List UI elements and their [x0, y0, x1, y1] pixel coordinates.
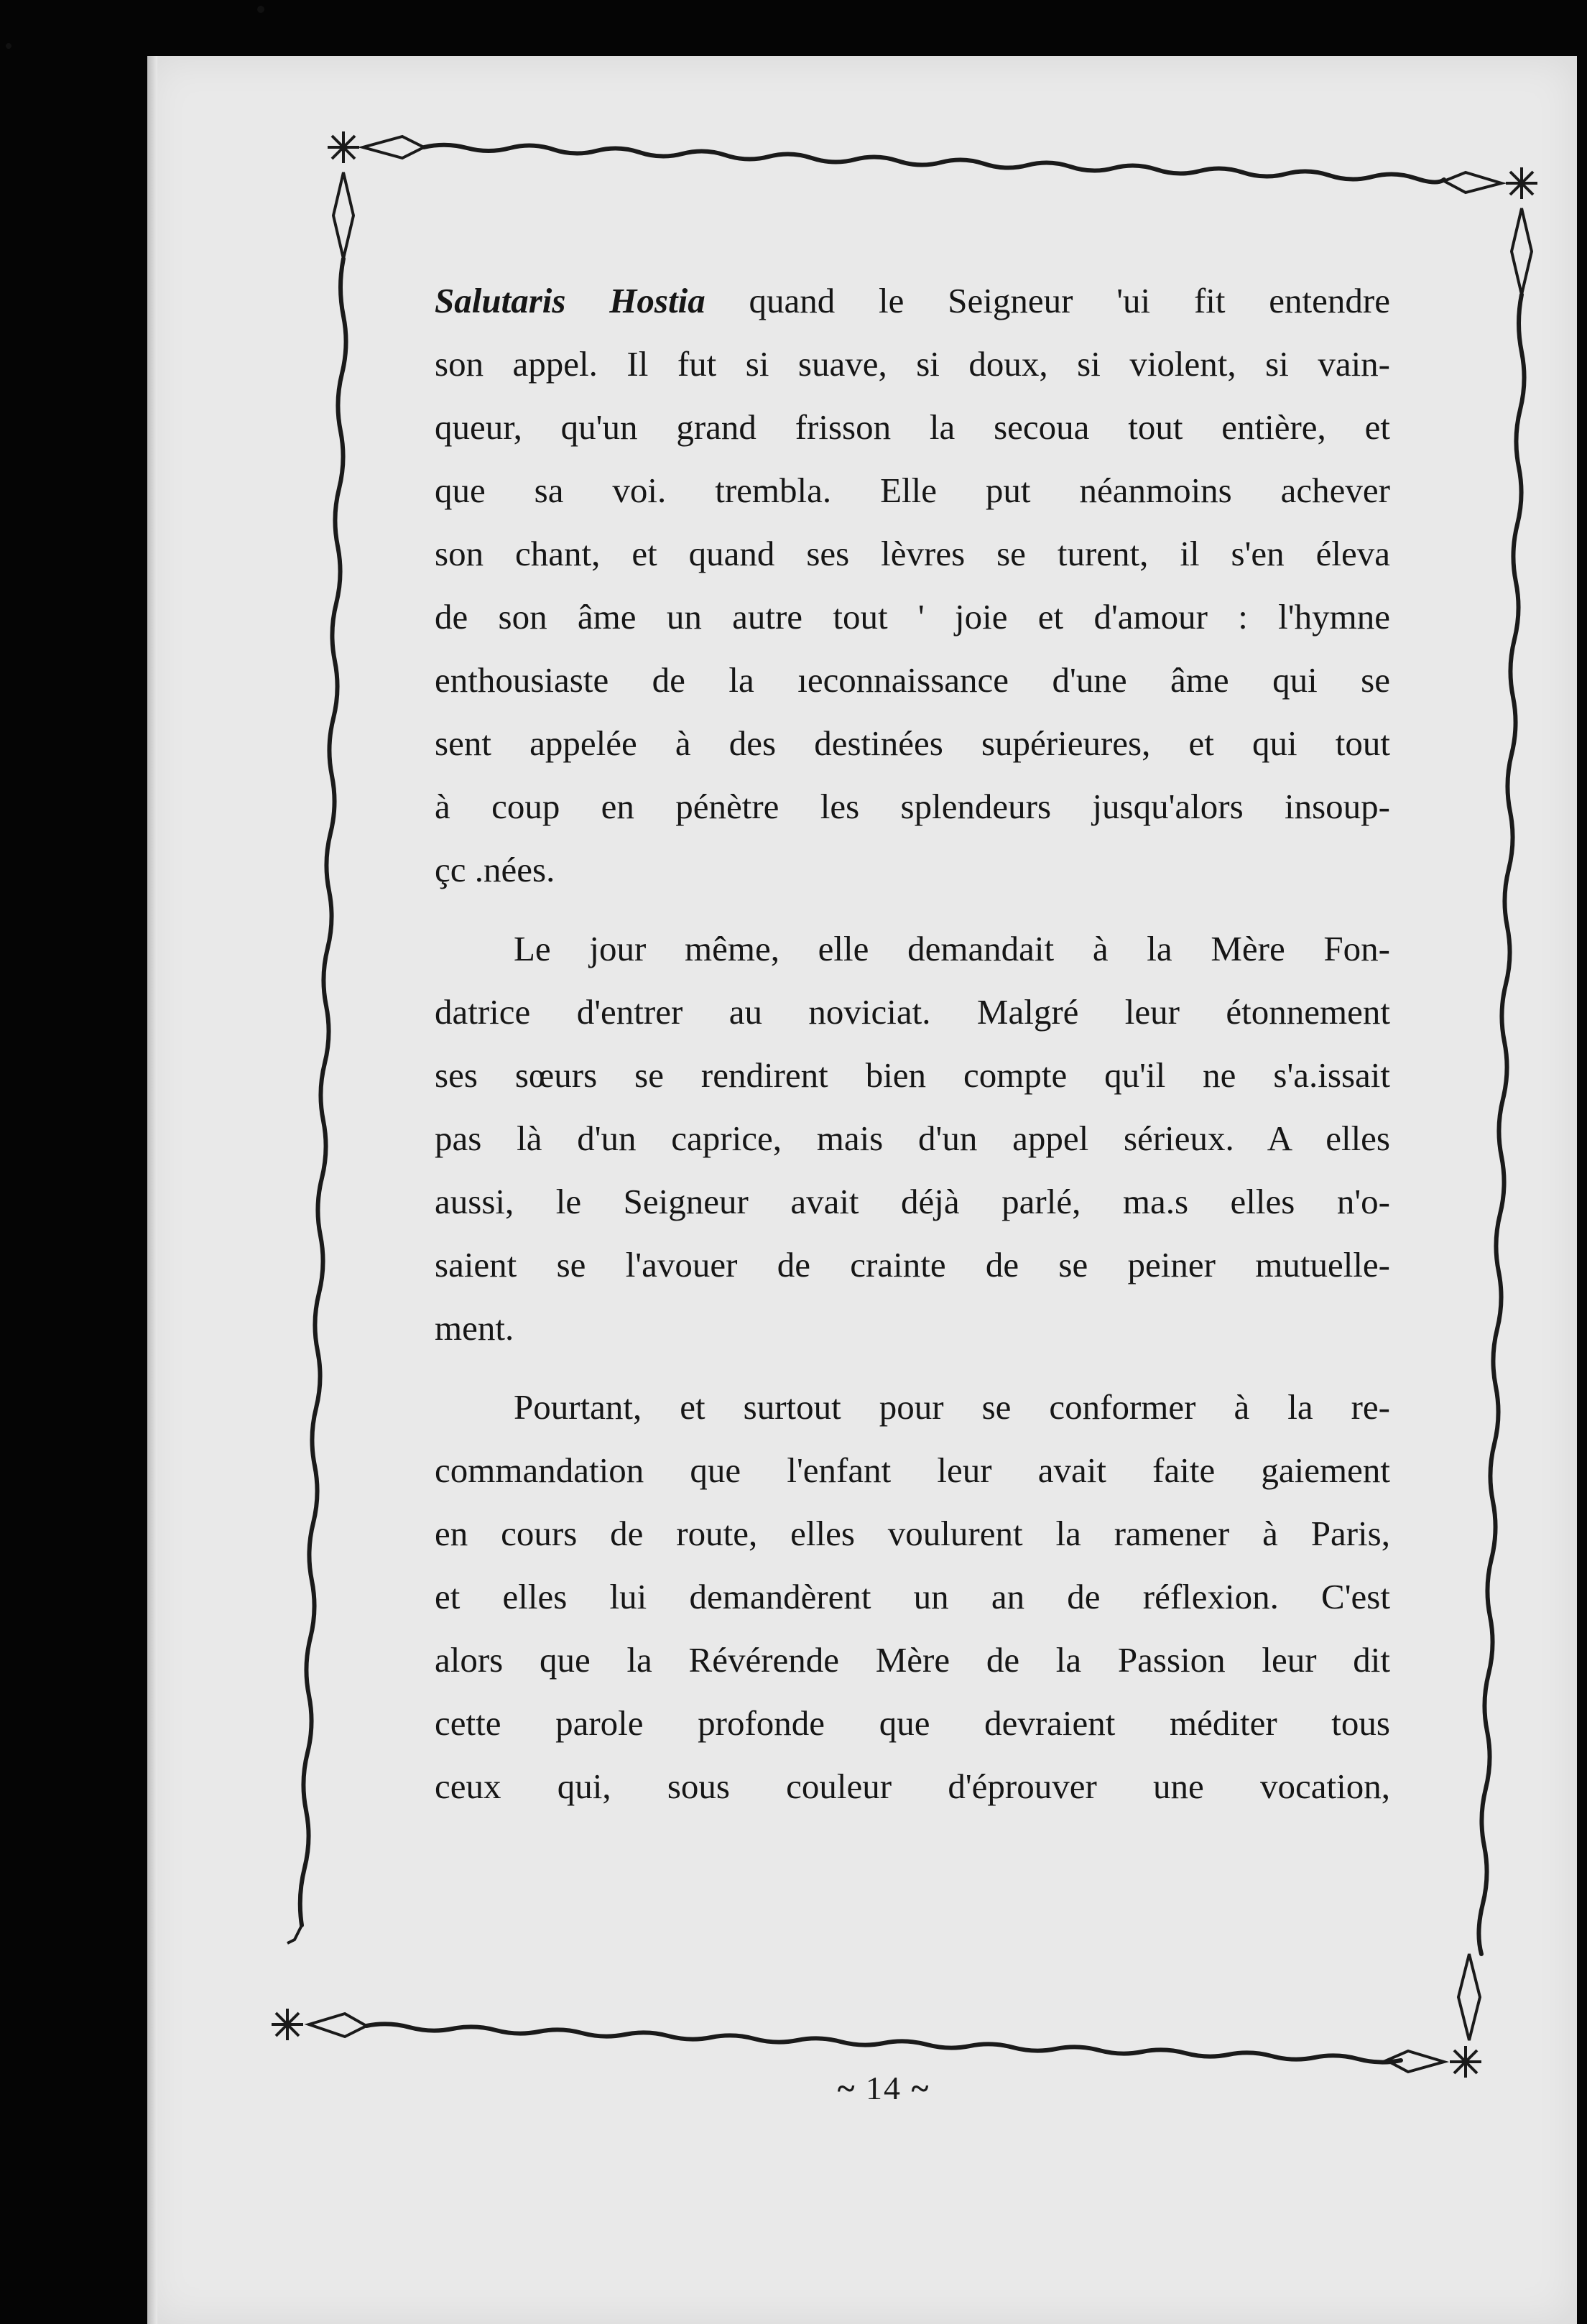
- page-number: [805, 2069, 963, 2107]
- text-line: de son âme un autre tout ' joie et d'amour : l'hymne: [435, 597, 1390, 636]
- corner-arrow-top-right: [1444, 172, 1502, 193]
- body-text: [435, 269, 1390, 1818]
- text-line: ceux qui, sous couleur d'éprouver une vocation,: [435, 1767, 1390, 1806]
- text-line: aussi, le Seigneur avait déjà parlé, ma.s elles n'o-: [435, 1182, 1390, 1221]
- text-line: cette parole profonde que devraient méditer tous: [435, 1703, 1390, 1743]
- text-line: pas là d'un caprice, mais d'un appel sérieux. A elles: [435, 1119, 1390, 1158]
- scan-speck: [257, 6, 264, 13]
- text-line: sent appelée à des destinées supérieures, et qui tout: [435, 723, 1390, 763]
- text-line: queur, qu'un grand frisson la secoua tout entière, et: [435, 407, 1390, 447]
- right-border-line: [1479, 295, 1524, 1954]
- corner-finial-top-right: [1512, 208, 1532, 295]
- left-border-line: [300, 259, 346, 1925]
- text-line: datrice d'entrer au noviciat. Malgré leur étonnement: [435, 992, 1390, 1032]
- text-line: en cours de route, elles voulurent la ramener à Paris,: [435, 1514, 1390, 1553]
- paragraph-2: [435, 917, 1390, 1360]
- text-line: son chant, et quand ses lèvres se turent, il s'en éleva: [435, 534, 1390, 573]
- corner-finial-bottom-right: [1458, 1954, 1480, 2040]
- corner-arrow-top-left: [363, 136, 424, 158]
- page-number-ornament-right: ~: [911, 2070, 930, 2106]
- text-line: [435, 269, 1390, 333]
- text-line: ment.: [435, 1308, 514, 1348]
- corner-star-top-left: [328, 131, 359, 163]
- page-number-ornament-left: ~: [837, 2070, 856, 2106]
- paragraph-1: [435, 269, 1390, 902]
- text-line: çc .nées.: [435, 850, 555, 889]
- corner-star-bottom-left: [272, 2009, 303, 2040]
- corner-arrow-bottom-left: [309, 2014, 366, 2037]
- paragraph-3: [435, 1376, 1390, 1818]
- top-border-line: [424, 145, 1444, 182]
- scan-speck: [6, 43, 11, 49]
- text-line: enthousiaste de la ıeconnaissance d'une âme qui se: [435, 660, 1390, 700]
- corner-star-bottom-right: [1450, 2046, 1481, 2078]
- text-line: et elles lui demandèrent un an de réflexion. C'est: [435, 1577, 1390, 1616]
- text-line: Le jour même, elle demandait à la Mère Fon-: [514, 929, 1390, 968]
- corner-star-top-right: [1506, 167, 1537, 199]
- text-line: saient se l'avouer de crainte de se peiner mutuelle-: [435, 1245, 1390, 1284]
- bottom-border-line: [366, 2024, 1401, 2062]
- text-line: son appel. Il fut si suave, si doux, si violent, si vain-: [435, 344, 1390, 384]
- corner-finial-top-left: [333, 172, 353, 259]
- text-line: à coup en pénètre les splendeurs jusqu'alors insoup-: [435, 787, 1390, 826]
- text-line: que sa voi. trembla. Elle put néanmoins achever: [435, 471, 1390, 510]
- text-line: ses sœurs se rendirent bien compte qu'il ne s'a.issait: [435, 1055, 1390, 1095]
- text-line: commandation que l'enfant leur avait faite gaiement: [435, 1450, 1390, 1490]
- line-text: quand le Seigneur 'ui fit entendre: [705, 281, 1390, 320]
- italic-lead: Salutaris Hostia: [435, 281, 705, 320]
- text-line: alors que la Révérende Mère de la Passion leur dit: [435, 1640, 1390, 1680]
- corner-finial-bottom-left: [287, 1925, 302, 1943]
- text-line: Pourtant, et surtout pour se conformer à la re-: [514, 1387, 1390, 1427]
- page-number-value: 14: [866, 2070, 902, 2106]
